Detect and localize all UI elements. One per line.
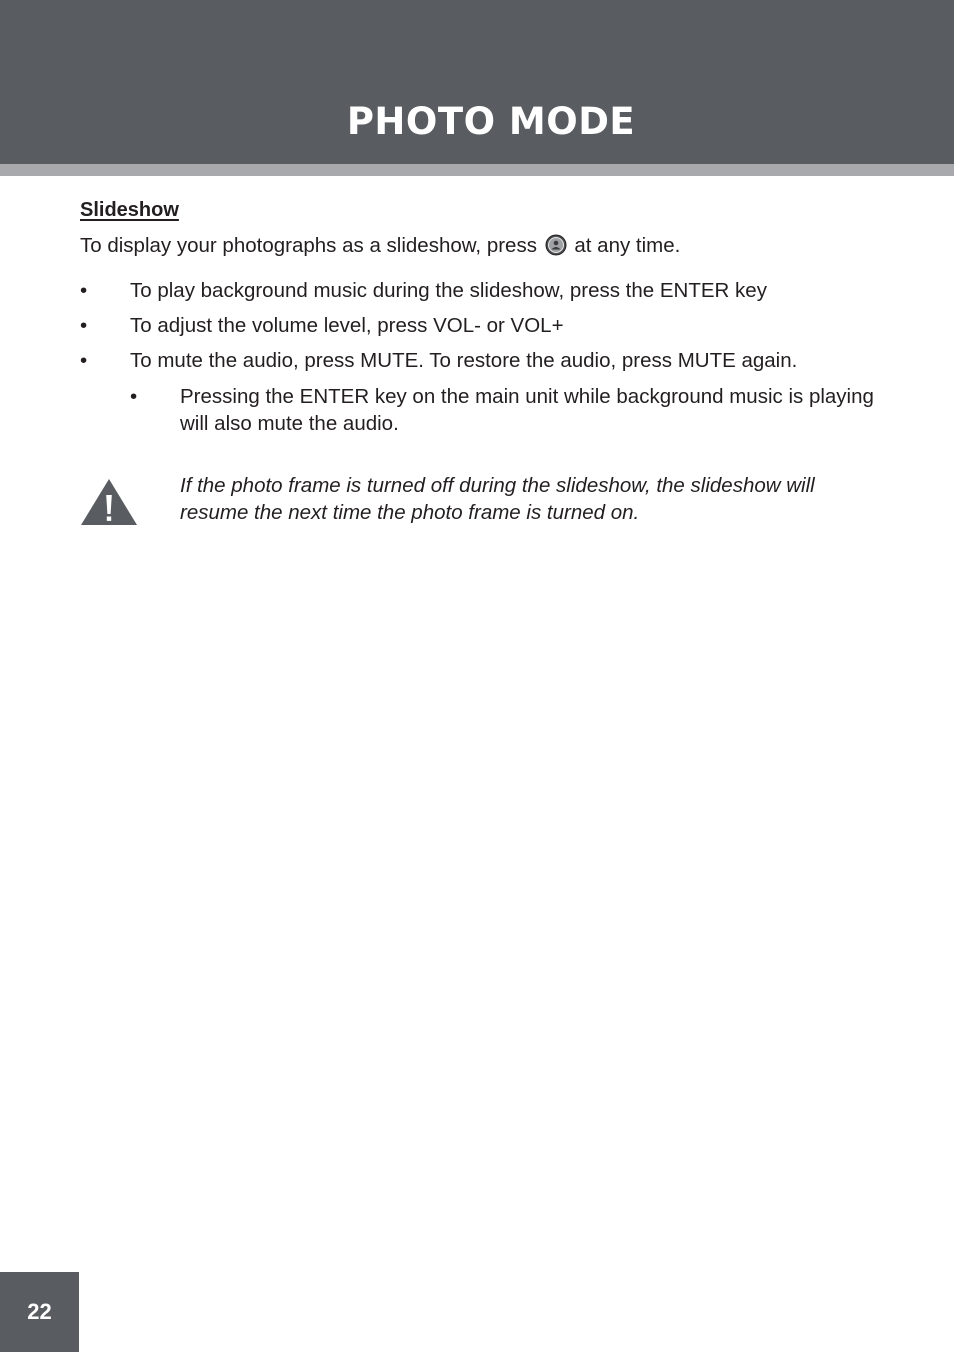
list-item-text: To adjust the volume level, press VOL- or VOL+ xyxy=(130,314,564,337)
page-number: 22 xyxy=(27,1299,52,1324)
header-divider xyxy=(0,164,954,176)
list-item-text: To mute the audio, press MUTE. To restore the audio, press MUTE again. xyxy=(130,349,798,372)
intro-paragraph xyxy=(80,233,680,259)
bullet-marker: • xyxy=(80,349,88,372)
caution-note: If the photo frame is turned off during the slideshow, the slideshow will resume the next time the photo frame is turned on. xyxy=(180,474,815,524)
page-title: PHOTO MODE xyxy=(346,100,636,143)
bullet-marker: • xyxy=(80,314,88,337)
intro-text-end: at any time. xyxy=(574,234,681,257)
bullet-marker: • xyxy=(80,279,88,302)
section-heading: Slideshow xyxy=(80,199,179,221)
slideshow-button-icon xyxy=(545,234,567,256)
warning-icon xyxy=(80,478,138,526)
list-item xyxy=(80,277,880,304)
sub-bullet-marker: • xyxy=(130,385,138,408)
sub-list-item-text: Pressing the ENTER key on the main unit while background music is playing will also mute the audio. xyxy=(180,385,874,435)
intro-text-start: To display your photographs as a slideshow, press xyxy=(80,234,537,257)
list-item xyxy=(80,312,880,339)
list-item-text: To play background music during the slideshow, press the ENTER key xyxy=(130,279,767,302)
list-item xyxy=(80,347,880,374)
